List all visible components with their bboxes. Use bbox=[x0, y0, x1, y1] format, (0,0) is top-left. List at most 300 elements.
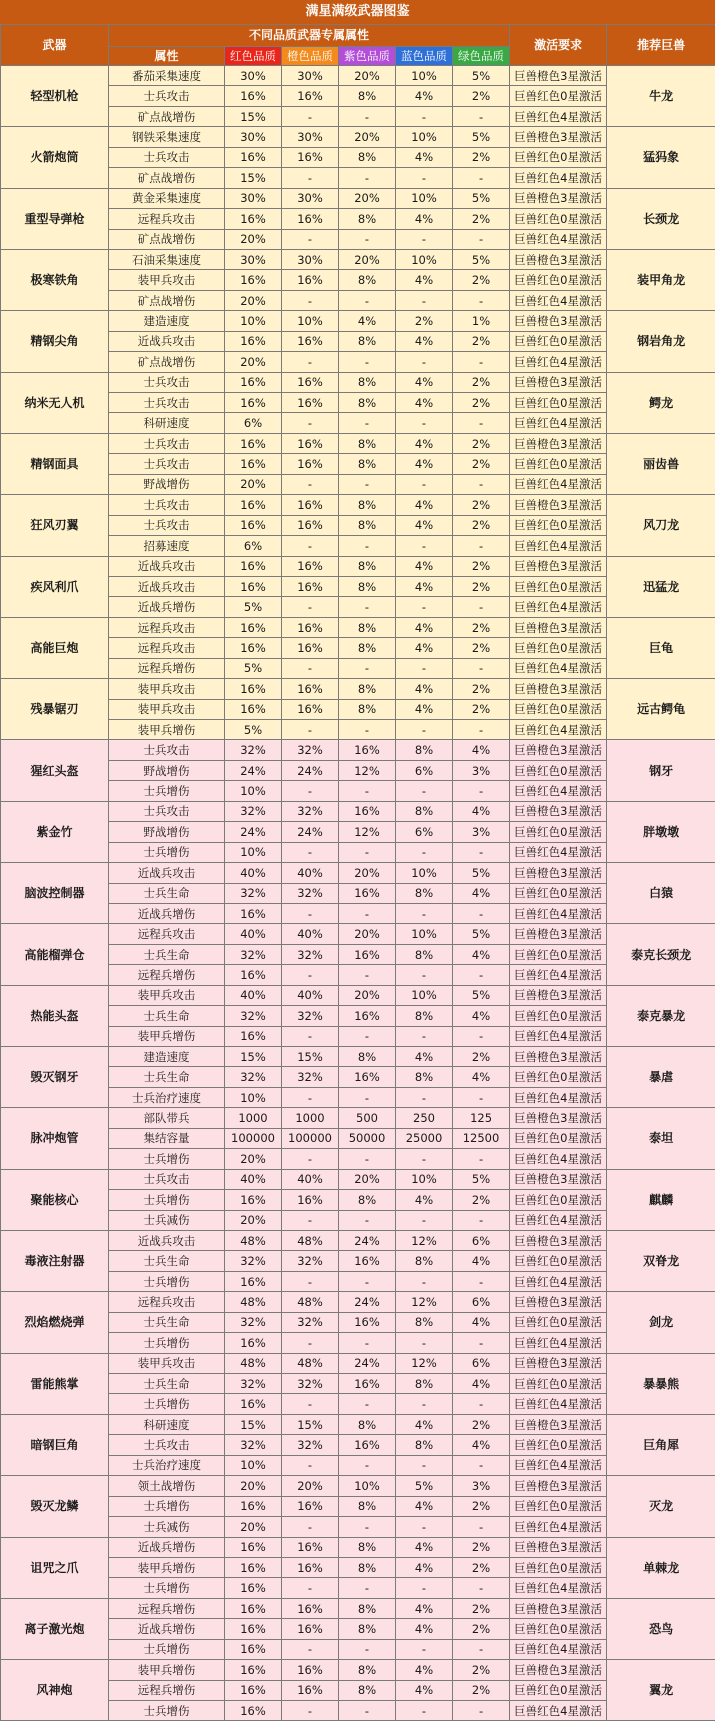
value-red: 40% bbox=[225, 863, 282, 883]
value-orange: 16% bbox=[282, 393, 339, 413]
attr-name: 科研速度 bbox=[109, 1414, 225, 1434]
value-green: 5% bbox=[453, 188, 510, 208]
value-purple: 16% bbox=[339, 1374, 396, 1394]
activation-requirement: 巨兽红色4星激活 bbox=[510, 842, 607, 862]
activation-requirement: 巨兽红色4星激活 bbox=[510, 597, 607, 617]
value-red: 20% bbox=[225, 1517, 282, 1537]
attr-name: 装甲兵增伤 bbox=[109, 720, 225, 740]
recommended-beast: 暴暴熊 bbox=[607, 1353, 715, 1414]
table-row bbox=[1, 249, 715, 269]
table-row bbox=[1, 1047, 715, 1067]
table-row bbox=[1, 1476, 715, 1496]
value-green: 2% bbox=[453, 1660, 510, 1680]
value-purple: - bbox=[339, 1455, 396, 1475]
value-red: 15% bbox=[225, 106, 282, 126]
attr-name: 远程兵攻击 bbox=[109, 209, 225, 229]
value-orange: 30% bbox=[282, 66, 339, 86]
value-orange: - bbox=[282, 1333, 339, 1353]
value-orange: 48% bbox=[282, 1292, 339, 1312]
value-blue: - bbox=[396, 597, 453, 617]
weapon-name: 离子激光炮 bbox=[1, 1598, 109, 1659]
value-purple: 8% bbox=[339, 617, 396, 637]
value-orange: 16% bbox=[282, 1557, 339, 1577]
value-green: 2% bbox=[453, 331, 510, 351]
value-blue: 8% bbox=[396, 1006, 453, 1026]
activation-requirement: 巨兽红色0星激活 bbox=[510, 1557, 607, 1577]
weapon-name: 毁灭龙鳞 bbox=[1, 1476, 109, 1537]
attr-name: 科研速度 bbox=[109, 413, 225, 433]
value-red: 20% bbox=[225, 474, 282, 494]
attr-name: 近战兵增伤 bbox=[109, 1537, 225, 1557]
value-blue: 4% bbox=[396, 699, 453, 719]
value-purple: - bbox=[339, 1210, 396, 1230]
recommended-beast: 翼龙 bbox=[607, 1660, 715, 1721]
attr-name: 矿点战增伤 bbox=[109, 290, 225, 310]
value-red: 16% bbox=[225, 699, 282, 719]
activation-requirement: 巨兽红色0星激活 bbox=[510, 883, 607, 903]
activation-requirement: 巨兽橙色3星激活 bbox=[510, 1476, 607, 1496]
value-orange: 16% bbox=[282, 270, 339, 290]
value-orange: - bbox=[282, 1087, 339, 1107]
value-blue: 4% bbox=[396, 86, 453, 106]
value-red: 10% bbox=[225, 1455, 282, 1475]
attr-name: 远程兵增伤 bbox=[109, 658, 225, 678]
recommended-beast: 单棘龙 bbox=[607, 1537, 715, 1598]
attr-name: 近战兵攻击 bbox=[109, 863, 225, 883]
value-blue: 10% bbox=[396, 249, 453, 269]
weapon-name: 狂风刃翼 bbox=[1, 495, 109, 556]
activation-requirement: 巨兽红色0星激活 bbox=[510, 1312, 607, 1332]
value-green: 5% bbox=[453, 127, 510, 147]
value-blue: 4% bbox=[396, 393, 453, 413]
value-orange: 16% bbox=[282, 1680, 339, 1700]
value-orange: 10% bbox=[282, 311, 339, 331]
value-green: 6% bbox=[453, 1292, 510, 1312]
value-green: - bbox=[453, 474, 510, 494]
table-row bbox=[1, 433, 715, 453]
value-red: 32% bbox=[225, 944, 282, 964]
value-purple: - bbox=[339, 168, 396, 188]
weapon-name: 毁灭钢牙 bbox=[1, 1047, 109, 1108]
activation-requirement: 巨兽红色4星激活 bbox=[510, 1639, 607, 1659]
value-red: 30% bbox=[225, 66, 282, 86]
table-row bbox=[1, 863, 715, 883]
attr-name: 装甲兵增伤 bbox=[109, 1557, 225, 1577]
activation-requirement: 巨兽橙色3星激活 bbox=[510, 801, 607, 821]
value-orange: 30% bbox=[282, 188, 339, 208]
value-orange: - bbox=[282, 168, 339, 188]
attr-name: 士兵攻击 bbox=[109, 515, 225, 535]
value-red: 16% bbox=[225, 1680, 282, 1700]
activation-requirement: 巨兽红色4星激活 bbox=[510, 474, 607, 494]
activation-requirement: 巨兽橙色3星激活 bbox=[510, 1598, 607, 1618]
attr-name: 石油采集速度 bbox=[109, 249, 225, 269]
value-purple: 16% bbox=[339, 944, 396, 964]
value-purple: 8% bbox=[339, 1619, 396, 1639]
value-green: - bbox=[453, 1333, 510, 1353]
value-red: 10% bbox=[225, 781, 282, 801]
attr-name: 士兵增伤 bbox=[109, 781, 225, 801]
value-red: 20% bbox=[225, 1210, 282, 1230]
value-purple: - bbox=[339, 1578, 396, 1598]
recommended-beast: 猛犸象 bbox=[607, 127, 715, 188]
value-green: 2% bbox=[453, 433, 510, 453]
value-green: 4% bbox=[453, 1312, 510, 1332]
value-green: 5% bbox=[453, 1169, 510, 1189]
activation-requirement: 巨兽红色4星激活 bbox=[510, 720, 607, 740]
value-purple: - bbox=[339, 106, 396, 126]
value-orange: - bbox=[282, 1210, 339, 1230]
value-purple: 50000 bbox=[339, 1128, 396, 1148]
activation-requirement: 巨兽橙色3星激活 bbox=[510, 863, 607, 883]
activation-requirement: 巨兽红色4星激活 bbox=[510, 1087, 607, 1107]
value-green: 2% bbox=[453, 556, 510, 576]
value-green: - bbox=[453, 1455, 510, 1475]
value-red: 1000 bbox=[225, 1108, 282, 1128]
recommended-beast: 钢岩角龙 bbox=[607, 311, 715, 372]
weapon-name: 精钢面具 bbox=[1, 433, 109, 494]
activation-requirement: 巨兽红色4星激活 bbox=[510, 1333, 607, 1353]
value-orange: 16% bbox=[282, 147, 339, 167]
value-red: 40% bbox=[225, 985, 282, 1005]
value-blue: 4% bbox=[396, 1680, 453, 1700]
value-blue: - bbox=[396, 1271, 453, 1291]
attr-name: 士兵增伤 bbox=[109, 1333, 225, 1353]
value-purple: 8% bbox=[339, 1557, 396, 1577]
value-red: 40% bbox=[225, 1169, 282, 1189]
table-row bbox=[1, 740, 715, 760]
value-orange: 32% bbox=[282, 801, 339, 821]
value-blue: 4% bbox=[396, 617, 453, 637]
value-purple: - bbox=[339, 229, 396, 249]
value-red: 15% bbox=[225, 1047, 282, 1067]
attr-name: 部队带兵 bbox=[109, 1108, 225, 1128]
value-purple: - bbox=[339, 1517, 396, 1537]
value-orange: 16% bbox=[282, 1190, 339, 1210]
value-green: - bbox=[453, 1149, 510, 1169]
activation-requirement: 巨兽橙色3星激活 bbox=[510, 1537, 607, 1557]
value-green: 2% bbox=[453, 1496, 510, 1516]
value-green: 4% bbox=[453, 883, 510, 903]
recommended-beast: 白猿 bbox=[607, 863, 715, 924]
value-green: - bbox=[453, 352, 510, 372]
recommended-beast: 巨角犀 bbox=[607, 1414, 715, 1475]
value-blue: - bbox=[396, 290, 453, 310]
value-purple: - bbox=[339, 474, 396, 494]
activation-requirement: 巨兽红色0星激活 bbox=[510, 699, 607, 719]
attr-name: 野战增伤 bbox=[109, 760, 225, 780]
value-orange: - bbox=[282, 474, 339, 494]
value-red: 16% bbox=[225, 393, 282, 413]
attr-name: 装甲兵增伤 bbox=[109, 1660, 225, 1680]
value-green: 2% bbox=[453, 1619, 510, 1639]
value-purple: 8% bbox=[339, 433, 396, 453]
value-orange: - bbox=[282, 781, 339, 801]
activation-requirement: 巨兽橙色3星激活 bbox=[510, 1047, 607, 1067]
value-green: 3% bbox=[453, 822, 510, 842]
value-green: 2% bbox=[453, 1537, 510, 1557]
activation-requirement: 巨兽橙色3星激活 bbox=[510, 66, 607, 86]
activation-requirement: 巨兽红色4星激活 bbox=[510, 290, 607, 310]
value-blue: 10% bbox=[396, 1169, 453, 1189]
value-red: 32% bbox=[225, 1006, 282, 1026]
value-purple: 8% bbox=[339, 209, 396, 229]
attr-name: 士兵生命 bbox=[109, 1006, 225, 1026]
value-green: 2% bbox=[453, 209, 510, 229]
recommended-beast: 迅猛龙 bbox=[607, 556, 715, 617]
value-green: - bbox=[453, 1394, 510, 1414]
attr-name: 近战兵攻击 bbox=[109, 331, 225, 351]
value-blue: 10% bbox=[396, 188, 453, 208]
value-red: 15% bbox=[225, 168, 282, 188]
value-orange: 24% bbox=[282, 822, 339, 842]
activation-requirement: 巨兽红色0星激活 bbox=[510, 944, 607, 964]
value-red: 16% bbox=[225, 515, 282, 535]
value-green: 4% bbox=[453, 1251, 510, 1271]
value-purple: - bbox=[339, 658, 396, 678]
recommended-beast: 胖墩墩 bbox=[607, 801, 715, 862]
value-blue: - bbox=[396, 229, 453, 249]
value-green: 2% bbox=[453, 1598, 510, 1618]
table-row bbox=[1, 1230, 715, 1250]
value-red: 20% bbox=[225, 229, 282, 249]
value-green: 2% bbox=[453, 372, 510, 392]
value-red: 16% bbox=[225, 903, 282, 923]
activation-requirement: 巨兽橙色3星激活 bbox=[510, 249, 607, 269]
value-green: - bbox=[453, 168, 510, 188]
value-purple: 20% bbox=[339, 249, 396, 269]
attr-name: 士兵增伤 bbox=[109, 842, 225, 862]
recommended-beast: 长颈龙 bbox=[607, 188, 715, 249]
table-row bbox=[1, 1353, 715, 1373]
attr-name: 士兵攻击 bbox=[109, 86, 225, 106]
value-blue: 10% bbox=[396, 66, 453, 86]
value-purple: 10% bbox=[339, 1476, 396, 1496]
value-green: 4% bbox=[453, 1006, 510, 1026]
value-orange: - bbox=[282, 352, 339, 372]
value-blue: - bbox=[396, 1455, 453, 1475]
value-purple: 12% bbox=[339, 760, 396, 780]
value-red: 32% bbox=[225, 1067, 282, 1087]
attr-name: 士兵生命 bbox=[109, 883, 225, 903]
value-green: - bbox=[453, 536, 510, 556]
value-orange: - bbox=[282, 965, 339, 985]
value-blue: 8% bbox=[396, 1067, 453, 1087]
value-blue: - bbox=[396, 1701, 453, 1721]
attr-name: 矿点战增伤 bbox=[109, 352, 225, 372]
attr-name: 近战兵攻击 bbox=[109, 556, 225, 576]
value-orange: 40% bbox=[282, 1169, 339, 1189]
value-orange: - bbox=[282, 903, 339, 923]
value-purple: - bbox=[339, 1271, 396, 1291]
value-blue: - bbox=[396, 1026, 453, 1046]
table-row bbox=[1, 127, 715, 147]
page-title: 满星满级武器图鉴 bbox=[0, 0, 715, 24]
activation-requirement: 巨兽红色0星激活 bbox=[510, 209, 607, 229]
value-blue: 8% bbox=[396, 1374, 453, 1394]
value-red: 16% bbox=[225, 1578, 282, 1598]
value-purple: 8% bbox=[339, 638, 396, 658]
activation-requirement: 巨兽红色4星激活 bbox=[510, 1026, 607, 1046]
value-purple: 16% bbox=[339, 1006, 396, 1026]
value-blue: 10% bbox=[396, 127, 453, 147]
value-blue: - bbox=[396, 1087, 453, 1107]
weapon-name: 诅咒之爪 bbox=[1, 1537, 109, 1598]
value-blue: 4% bbox=[396, 1619, 453, 1639]
table-row bbox=[1, 495, 715, 515]
attr-name: 矿点战增伤 bbox=[109, 168, 225, 188]
value-green: - bbox=[453, 229, 510, 249]
recommended-beast: 丽齿兽 bbox=[607, 433, 715, 494]
activation-requirement: 巨兽橙色3星激活 bbox=[510, 1292, 607, 1312]
table-row bbox=[1, 556, 715, 576]
value-purple: 20% bbox=[339, 127, 396, 147]
value-red: 16% bbox=[225, 1557, 282, 1577]
table-row bbox=[1, 801, 715, 821]
value-green: - bbox=[453, 1578, 510, 1598]
attr-name: 士兵减伤 bbox=[109, 1210, 225, 1230]
attr-name: 招募速度 bbox=[109, 536, 225, 556]
value-green: 2% bbox=[453, 454, 510, 474]
value-orange: 16% bbox=[282, 576, 339, 596]
value-red: 10% bbox=[225, 311, 282, 331]
value-red: 16% bbox=[225, 1598, 282, 1618]
value-blue: - bbox=[396, 658, 453, 678]
value-blue: 25000 bbox=[396, 1128, 453, 1148]
activation-requirement: 巨兽红色0星激活 bbox=[510, 147, 607, 167]
value-purple: 8% bbox=[339, 679, 396, 699]
value-green: - bbox=[453, 1026, 510, 1046]
activation-requirement: 巨兽红色4星激活 bbox=[510, 1455, 607, 1475]
value-blue: 4% bbox=[396, 515, 453, 535]
value-green: 4% bbox=[453, 944, 510, 964]
value-red: 16% bbox=[225, 1619, 282, 1639]
activation-requirement: 巨兽橙色3星激活 bbox=[510, 617, 607, 637]
value-orange: - bbox=[282, 842, 339, 862]
value-blue: 4% bbox=[396, 433, 453, 453]
value-red: 32% bbox=[225, 1435, 282, 1455]
value-green: 2% bbox=[453, 270, 510, 290]
value-red: 16% bbox=[225, 1639, 282, 1659]
value-purple: 24% bbox=[339, 1230, 396, 1250]
value-purple: 16% bbox=[339, 1312, 396, 1332]
value-red: 16% bbox=[225, 209, 282, 229]
table-row bbox=[1, 372, 715, 392]
value-blue: - bbox=[396, 965, 453, 985]
activation-requirement: 巨兽橙色3星激活 bbox=[510, 1414, 607, 1434]
attr-name: 士兵攻击 bbox=[109, 433, 225, 453]
value-purple: - bbox=[339, 1149, 396, 1169]
value-red: 16% bbox=[225, 556, 282, 576]
value-orange: 1000 bbox=[282, 1108, 339, 1128]
value-red: 16% bbox=[225, 495, 282, 515]
attr-name: 装甲兵攻击 bbox=[109, 1353, 225, 1373]
value-green: 2% bbox=[453, 638, 510, 658]
value-blue: - bbox=[396, 1333, 453, 1353]
attr-name: 士兵增伤 bbox=[109, 1578, 225, 1598]
value-green: 2% bbox=[453, 1557, 510, 1577]
activation-requirement: 巨兽红色0星激活 bbox=[510, 454, 607, 474]
value-purple: 16% bbox=[339, 740, 396, 760]
value-red: 30% bbox=[225, 188, 282, 208]
value-orange: - bbox=[282, 1149, 339, 1169]
value-blue: - bbox=[396, 720, 453, 740]
attr-name: 矿点战增伤 bbox=[109, 229, 225, 249]
attr-name: 钢铁采集速度 bbox=[109, 127, 225, 147]
value-orange: 15% bbox=[282, 1414, 339, 1434]
value-red: 15% bbox=[225, 1414, 282, 1434]
value-blue: 4% bbox=[396, 1557, 453, 1577]
value-red: 16% bbox=[225, 679, 282, 699]
weapon-name: 重型导弹枪 bbox=[1, 188, 109, 249]
activation-requirement: 巨兽橙色3星激活 bbox=[510, 1169, 607, 1189]
value-orange: 16% bbox=[282, 699, 339, 719]
value-red: 16% bbox=[225, 372, 282, 392]
attr-name: 近战兵攻击 bbox=[109, 1230, 225, 1250]
activation-requirement: 巨兽红色4星激活 bbox=[510, 965, 607, 985]
table-row bbox=[1, 66, 715, 86]
activation-requirement: 巨兽橙色3星激活 bbox=[510, 1108, 607, 1128]
header-quality-blue: 蓝色品质 bbox=[396, 47, 453, 66]
recommended-beast: 鳄龙 bbox=[607, 372, 715, 433]
value-blue: - bbox=[396, 842, 453, 862]
value-orange: - bbox=[282, 536, 339, 556]
weapon-name: 火箭炮筒 bbox=[1, 127, 109, 188]
value-blue: 10% bbox=[396, 863, 453, 883]
value-green: - bbox=[453, 1087, 510, 1107]
value-red: 20% bbox=[225, 290, 282, 310]
attr-name: 近战兵增伤 bbox=[109, 1619, 225, 1639]
value-blue: - bbox=[396, 106, 453, 126]
value-red: 32% bbox=[225, 801, 282, 821]
recommended-beast: 暴虐 bbox=[607, 1047, 715, 1108]
value-orange: 16% bbox=[282, 1537, 339, 1557]
weapon-name: 高能巨炮 bbox=[1, 617, 109, 678]
attr-name: 建造速度 bbox=[109, 311, 225, 331]
attr-name: 士兵增伤 bbox=[109, 1394, 225, 1414]
weapon-name: 轻型机枪 bbox=[1, 66, 109, 127]
value-blue: - bbox=[396, 168, 453, 188]
attr-name: 士兵增伤 bbox=[109, 1639, 225, 1659]
value-red: 30% bbox=[225, 127, 282, 147]
attr-name: 士兵增伤 bbox=[109, 1496, 225, 1516]
value-red: 16% bbox=[225, 1660, 282, 1680]
value-orange: 30% bbox=[282, 249, 339, 269]
table-row bbox=[1, 188, 715, 208]
value-orange: 32% bbox=[282, 944, 339, 964]
weapon-name: 热能头盔 bbox=[1, 985, 109, 1046]
attr-name: 士兵治疗速度 bbox=[109, 1455, 225, 1475]
value-orange: 24% bbox=[282, 760, 339, 780]
value-red: 48% bbox=[225, 1292, 282, 1312]
activation-requirement: 巨兽红色0星激活 bbox=[510, 86, 607, 106]
activation-requirement: 巨兽红色0星激活 bbox=[510, 1006, 607, 1026]
activation-requirement: 巨兽橙色3星激活 bbox=[510, 1353, 607, 1373]
attr-name: 装甲兵增伤 bbox=[109, 1026, 225, 1046]
value-blue: - bbox=[396, 781, 453, 801]
value-blue: 4% bbox=[396, 454, 453, 474]
value-blue: 4% bbox=[396, 1660, 453, 1680]
attr-name: 士兵攻击 bbox=[109, 1435, 225, 1455]
weapon-name: 高能榴弹仓 bbox=[1, 924, 109, 985]
value-green: 5% bbox=[453, 249, 510, 269]
value-purple: 8% bbox=[339, 270, 396, 290]
value-red: 48% bbox=[225, 1353, 282, 1373]
activation-requirement: 巨兽红色0星激活 bbox=[510, 1190, 607, 1210]
attr-name: 远程兵增伤 bbox=[109, 1680, 225, 1700]
value-blue: 4% bbox=[396, 1190, 453, 1210]
value-orange: 16% bbox=[282, 617, 339, 637]
